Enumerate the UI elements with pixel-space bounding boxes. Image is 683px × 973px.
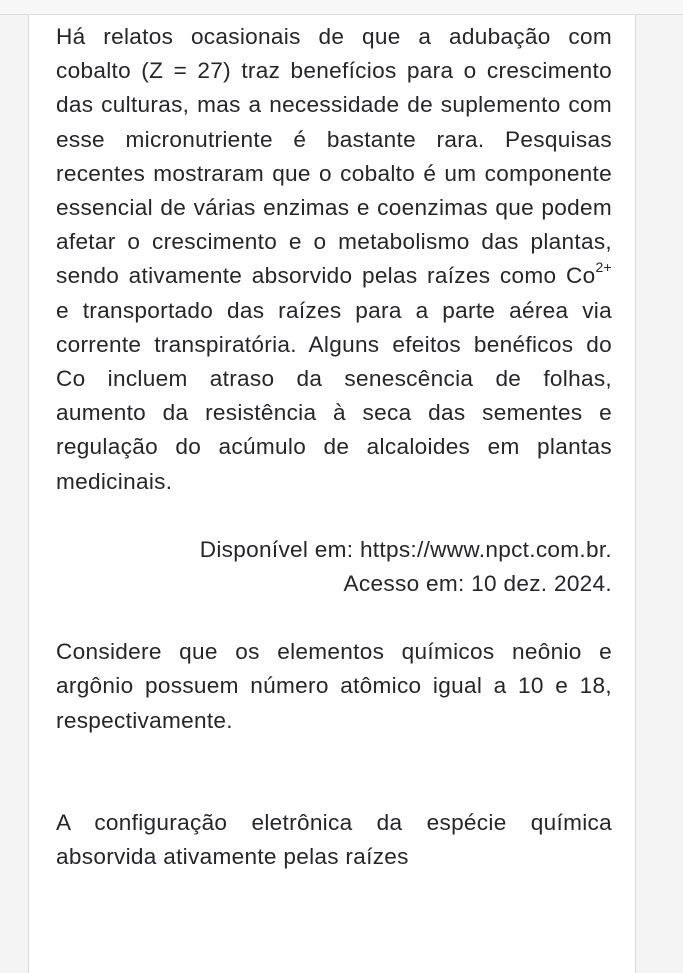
question-text [56, 20, 612, 874]
context-text-end: e transportado das raízes para a parte aérea via corrente transpiratória. Alguns efeitos benéficos do Co incluem atraso da senescência de folhas, aumento da resistência à seca das sementes e regulação do acúmulo de alcaloides em plantas medicinais. [56, 297, 612, 494]
source-citation [56, 533, 612, 601]
top-divider [0, 0, 683, 15]
consider-paragraph: Considere que os elementos químicos neônio e argônio possuem número atômico igual a 10 e 18, respectivamente. [56, 639, 612, 733]
source-access-date: Acesso em: 10 dez. 2024. [343, 571, 612, 597]
source-url-line: Disponível em: https://www.npct.com.br. [199, 536, 612, 562]
context-text-start: Há relatos ocasionais de que a adubação com cobalto (Z = 27) traz benefícios para o crescimento das culturas, mas a necessidade de suplemento com esse micronutriente é bastante rara. Pesquisas recentes mostraram que o cobalto é um componente essencial de várias enzimas e coenzimas que podem afetar o crescimento e o metabolismo das plantas, sendo ativamente absorvido pelas raízes como [56, 24, 612, 289]
cobalt-ion-symbol: Co [565, 263, 596, 289]
context-paragraph [56, 20, 612, 499]
question-prompt: A configuração eletrônica da espécie química absorvida ativamente pelas raízes [56, 809, 612, 870]
cobalt-ion-charge: 2+ [595, 258, 612, 275]
